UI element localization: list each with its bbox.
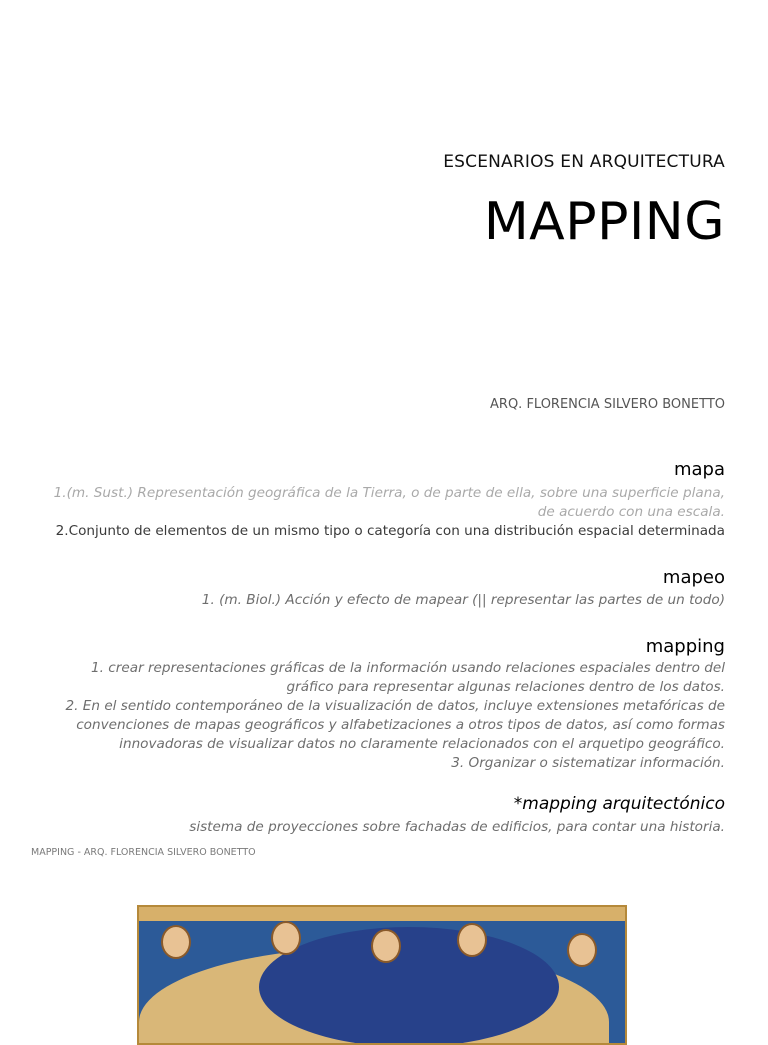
term-mapa: mapa	[673, 459, 725, 480]
definition-mapping-line: gráfico para representar algunas relaciones dentro de los datos.	[286, 679, 725, 695]
term-mapping: mapping	[645, 636, 725, 657]
wind-head-icon	[271, 921, 301, 955]
definition-mapping-line: 3. Organizar o sistematizar información.	[451, 755, 725, 771]
term-mapping-arquitectonico: *mapping arquitectónico	[513, 794, 725, 814]
wind-head-icon	[567, 933, 597, 967]
definition-mapa-2: 2.Conjunto de elementos de un mismo tipo o categoría con una distribución espacial determinada	[55, 523, 725, 539]
term-mapeo: mapeo	[662, 567, 725, 588]
definition-mapa-1-line-1: 1.(m. Sust.) Representación geográfica de la Tierra, o de parte de ella, sobre una superficie plana,	[53, 485, 725, 501]
document-subtitle: ESCENARIOS EN ARQUITECTURA	[443, 152, 725, 172]
wind-head-icon	[161, 925, 191, 959]
map-sea	[259, 927, 559, 1045]
definition-mapping-line: convenciones de mapas geográficos y alfabetizaciones a otros tipos de datos, así como formas	[76, 717, 725, 733]
world-map-image	[137, 905, 627, 1045]
wind-head-icon	[371, 929, 401, 963]
page-footer: MAPPING - ARQ. FLORENCIA SILVERO BONETTO	[31, 847, 256, 858]
definition-mapping-arquitectonico: sistema de proyecciones sobre fachadas de edificios, para contar una historia.	[189, 819, 725, 835]
definition-mapping-line: innovadoras de visualizar datos no claramente relacionados con el arquetipo geográfico.	[119, 736, 725, 752]
author-name: ARQ. FLORENCIA SILVERO BONETTO	[490, 397, 725, 412]
wind-head-icon	[457, 923, 487, 957]
definition-mapeo-1: 1. (m. Biol.) Acción y efecto de mapear (|| representar las partes de un todo)	[201, 592, 725, 608]
definition-mapping-line: 1. crear representaciones gráficas de la información usando relaciones espaciales dentro del	[91, 660, 725, 676]
definition-mapa-1	[54, 484, 725, 522]
document-title: MAPPING	[483, 192, 725, 252]
definition-mapping-line: 2. En el sentido contemporáneo de la visualización de datos, incluye extensiones metafóricas de	[65, 698, 725, 714]
definition-mapping	[66, 659, 726, 773]
map-title-banner	[139, 907, 625, 921]
definition-mapa-1-line-2: de acuerdo con una escala.	[537, 504, 725, 520]
